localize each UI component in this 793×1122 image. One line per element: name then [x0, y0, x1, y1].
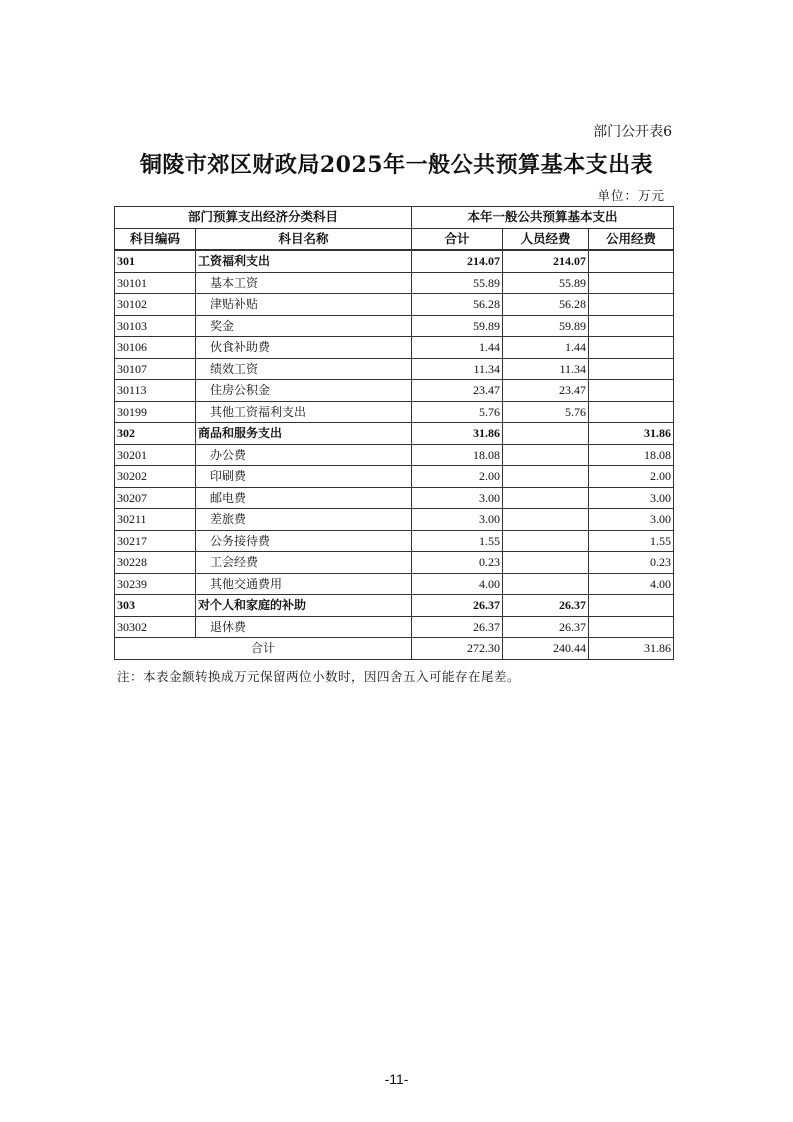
row-public	[589, 595, 674, 617]
row-name: 商品和服务支出	[196, 423, 412, 445]
row-name: 其他工资福利支出	[196, 401, 412, 423]
row-code: 30211	[115, 509, 196, 531]
table-row	[115, 466, 674, 488]
column-header-public: 公用经费	[589, 228, 674, 250]
row-total: 1.44	[412, 337, 503, 359]
table-row	[115, 250, 674, 272]
row-personnel	[503, 444, 589, 466]
row-public	[589, 337, 674, 359]
page-title: 铜陵市郊区财政局2025年一般公共预算基本支出表	[139, 152, 654, 178]
row-personnel	[503, 487, 589, 509]
table-row	[115, 358, 674, 380]
row-name: 工会经费	[196, 552, 412, 574]
row-total: 23.47	[412, 380, 503, 402]
row-personnel	[503, 552, 589, 574]
row-code: 303	[115, 595, 196, 617]
row-name: 基本工资	[196, 272, 412, 294]
unit-label: 单位：万元	[597, 188, 665, 203]
row-public	[589, 401, 674, 423]
row-total: 56.28	[412, 294, 503, 316]
row-name: 差旅费	[196, 509, 412, 531]
table-row	[115, 509, 674, 531]
row-public: 31.86	[589, 423, 674, 445]
column-header-personnel: 人员经费	[503, 228, 589, 250]
grand-total-row	[115, 638, 674, 660]
table-row	[115, 380, 674, 402]
row-total: 2.00	[412, 466, 503, 488]
row-code: 30199	[115, 401, 196, 423]
row-name: 其他交通费用	[196, 573, 412, 595]
row-personnel: 26.37	[503, 595, 589, 617]
row-code: 30217	[115, 530, 196, 552]
row-personnel: 11.34	[503, 358, 589, 380]
row-code: 30207	[115, 487, 196, 509]
row-public	[589, 294, 674, 316]
row-public	[589, 272, 674, 294]
row-name: 津贴补贴	[196, 294, 412, 316]
row-public	[589, 380, 674, 402]
row-total: 26.37	[412, 616, 503, 638]
row-total: 55.89	[412, 272, 503, 294]
table-row	[115, 487, 674, 509]
row-name: 伙食补助费	[196, 337, 412, 359]
row-code: 30239	[115, 573, 196, 595]
row-personnel: 5.76	[503, 401, 589, 423]
row-public	[589, 250, 674, 272]
grand-total-public: 31.86	[589, 638, 674, 660]
column-header-code: 科目编码	[115, 228, 196, 250]
group-header-expenditure: 本年一般公共预算基本支出	[412, 207, 674, 229]
table-row	[115, 423, 674, 445]
row-public	[589, 315, 674, 337]
row-public	[589, 358, 674, 380]
row-total: 1.55	[412, 530, 503, 552]
row-name: 绩效工资	[196, 358, 412, 380]
row-personnel	[503, 573, 589, 595]
row-total: 3.00	[412, 509, 503, 531]
row-total: 31.86	[412, 423, 503, 445]
table-row	[115, 595, 674, 617]
row-personnel: 26.37	[503, 616, 589, 638]
grand-total-personnel: 240.44	[503, 638, 589, 660]
row-code: 301	[115, 250, 196, 272]
row-name: 办公费	[196, 444, 412, 466]
row-public: 3.00	[589, 487, 674, 509]
row-total: 3.00	[412, 487, 503, 509]
row-name: 印刷费	[196, 466, 412, 488]
row-personnel	[503, 530, 589, 552]
table-row	[115, 401, 674, 423]
table-row	[115, 315, 674, 337]
row-name: 邮电费	[196, 487, 412, 509]
group-header-classification: 部门预算支出经济分类科目	[115, 207, 412, 229]
row-name: 工资福利支出	[196, 250, 412, 272]
page-number: -11-	[384, 1071, 409, 1087]
table-row	[115, 272, 674, 294]
table-row	[115, 337, 674, 359]
row-total: 214.07	[412, 250, 503, 272]
row-public: 3.00	[589, 509, 674, 531]
row-total: 59.89	[412, 315, 503, 337]
budget-table	[114, 206, 674, 660]
grand-total-total: 272.30	[412, 638, 503, 660]
row-personnel: 23.47	[503, 380, 589, 402]
row-personnel	[503, 423, 589, 445]
row-total: 4.00	[412, 573, 503, 595]
row-name: 住房公积金	[196, 380, 412, 402]
row-code: 30103	[115, 315, 196, 337]
row-public: 0.23	[589, 552, 674, 574]
row-code: 30107	[115, 358, 196, 380]
column-header-name: 科目名称	[196, 228, 412, 250]
row-personnel: 214.07	[503, 250, 589, 272]
row-code: 30113	[115, 380, 196, 402]
row-public: 4.00	[589, 573, 674, 595]
row-personnel: 59.89	[503, 315, 589, 337]
row-total: 26.37	[412, 595, 503, 617]
row-name: 退休费	[196, 616, 412, 638]
row-personnel: 56.28	[503, 294, 589, 316]
grand-total-label: 合计	[115, 638, 412, 660]
row-code: 30202	[115, 466, 196, 488]
row-public: 2.00	[589, 466, 674, 488]
row-public: 1.55	[589, 530, 674, 552]
table-row	[115, 552, 674, 574]
column-header-total: 合计	[412, 228, 503, 250]
document-label: 部门公开表6	[593, 124, 672, 140]
row-name: 奖金	[196, 315, 412, 337]
row-code: 30302	[115, 616, 196, 638]
row-code: 30228	[115, 552, 196, 574]
row-personnel	[503, 509, 589, 531]
table-row	[115, 530, 674, 552]
row-name: 公务接待费	[196, 530, 412, 552]
row-total: 11.34	[412, 358, 503, 380]
table-row	[115, 444, 674, 466]
footnote: 注：本表金额转换成万元保留两位小数时，因四舍五入可能存在尾差。	[117, 669, 521, 684]
row-personnel	[503, 466, 589, 488]
row-public: 18.08	[589, 444, 674, 466]
row-personnel: 55.89	[503, 272, 589, 294]
row-total: 5.76	[412, 401, 503, 423]
row-code: 30106	[115, 337, 196, 359]
table-body	[115, 250, 674, 638]
row-total: 18.08	[412, 444, 503, 466]
row-code: 30102	[115, 294, 196, 316]
table-row	[115, 294, 674, 316]
row-personnel: 1.44	[503, 337, 589, 359]
table-row	[115, 573, 674, 595]
row-public	[589, 616, 674, 638]
row-name: 对个人和家庭的补助	[196, 595, 412, 617]
row-code: 302	[115, 423, 196, 445]
row-total: 0.23	[412, 552, 503, 574]
row-code: 30201	[115, 444, 196, 466]
row-code: 30101	[115, 272, 196, 294]
table-row	[115, 616, 674, 638]
